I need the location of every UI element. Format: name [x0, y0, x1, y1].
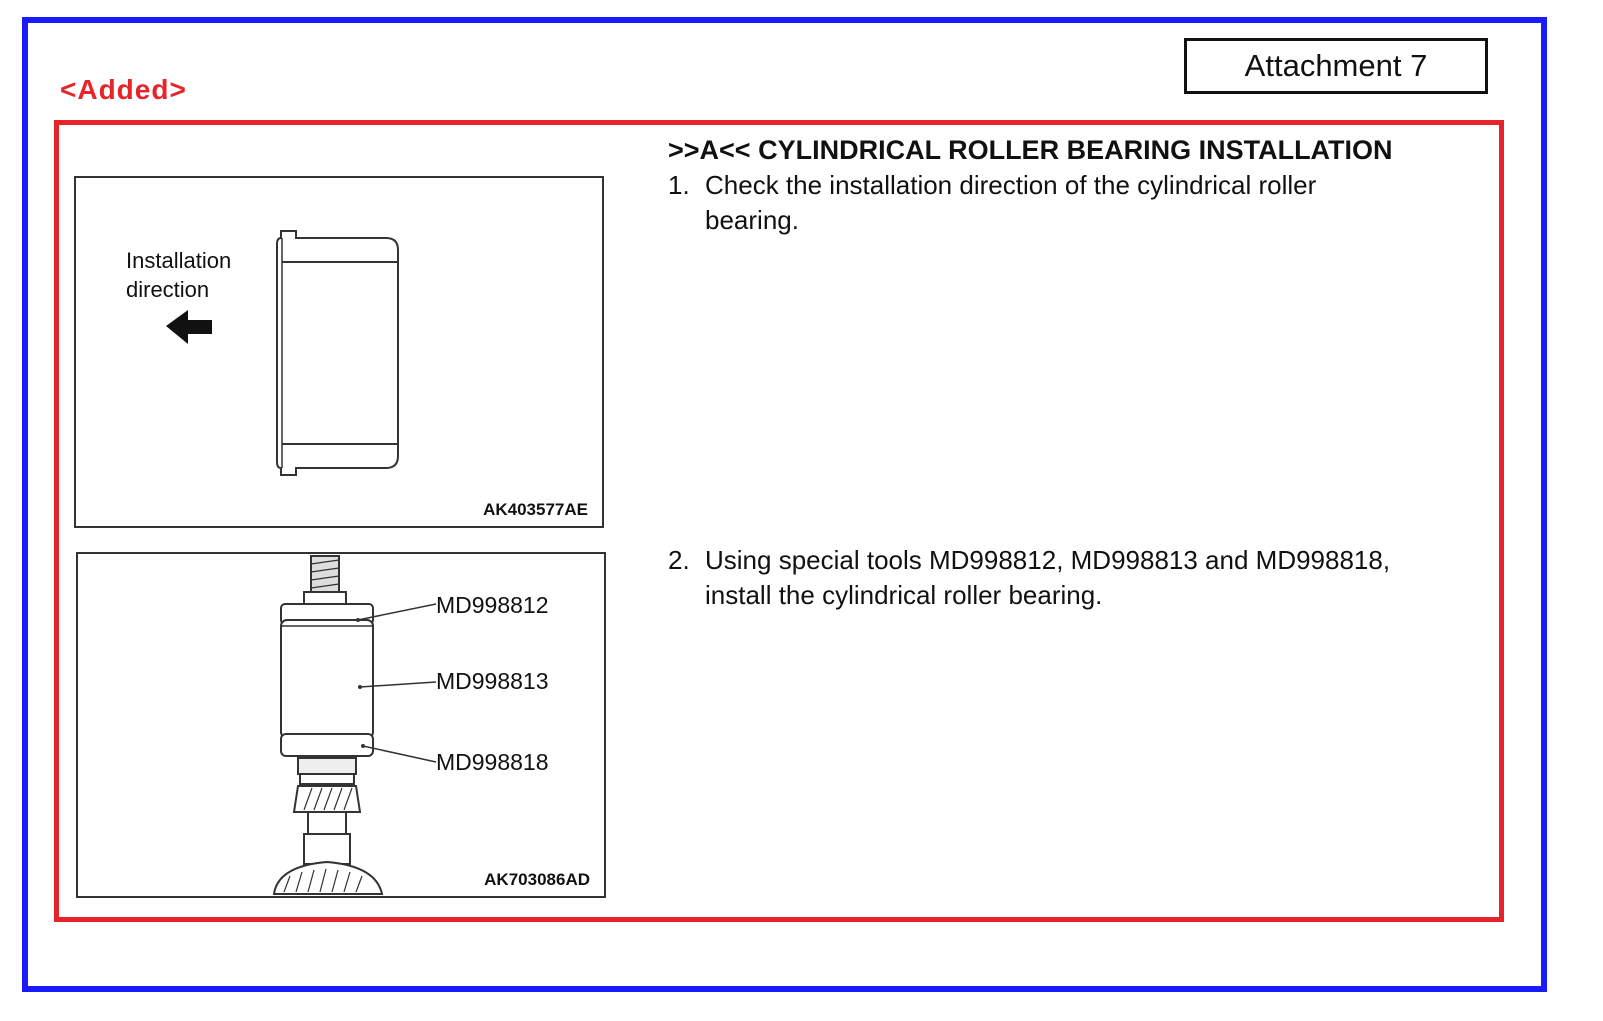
added-label: <Added> [60, 74, 187, 105]
step-text [705, 168, 1316, 238]
attachment-label [1184, 38, 1488, 94]
attachment-text: Attachment 7 [1244, 48, 1428, 83]
left-arrow-icon [166, 310, 212, 344]
step-number: 1. [668, 170, 690, 200]
figure-installation-direction [74, 176, 604, 528]
step-number: 2. [668, 545, 690, 575]
section-title: >>A<< CYLINDRICAL ROLLER BEARING INSTALLATION [668, 135, 1393, 165]
figure-code: AK703086AD [484, 870, 590, 889]
tool-label-md998818: MD998818 [436, 749, 549, 775]
label-line-1: Installation [126, 248, 232, 273]
tool-label-md998812: MD998812 [436, 592, 549, 618]
bearing-drawing [76, 178, 606, 530]
label-line-2: direction [126, 277, 210, 302]
step-text-line-1: Check the installation direction of the cylindrical roller [705, 170, 1317, 200]
figure-code: AK403577AE [483, 500, 588, 519]
tool-label-md998813: MD998813 [436, 668, 549, 694]
step-text-line-1: Using special tools MD998812, MD998813 and MD998818, [705, 545, 1391, 575]
step-text-line-2: bearing. [705, 205, 799, 235]
step-text-line-2: install the cylindrical roller bearing. [705, 580, 1103, 610]
step-text [705, 543, 1390, 613]
figure-special-tools [76, 552, 606, 898]
